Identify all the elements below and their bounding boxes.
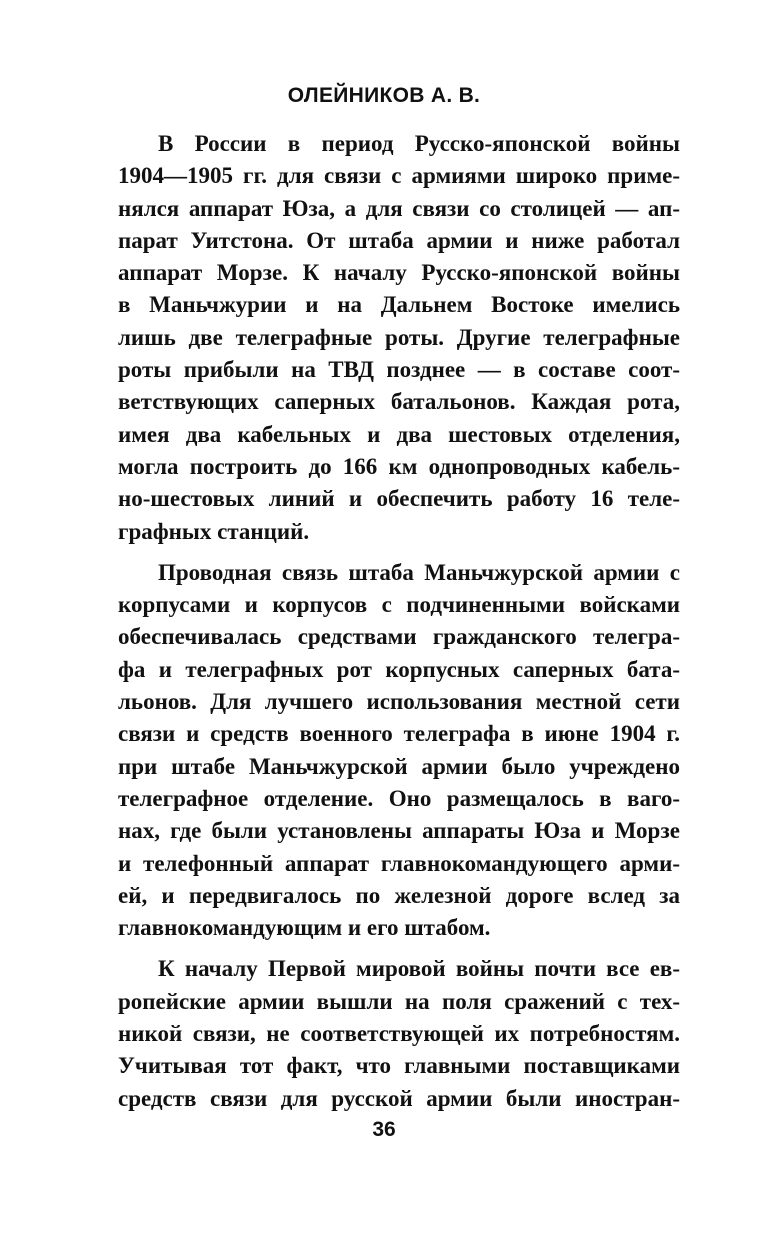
text-line: парат Уитстона. От штаба армии и ниже работал [118,227,680,253]
text-line: но-шестовых линий и обеспечить работу 16 теле- [118,486,680,512]
paragraph-3 [118,953,680,1114]
text-line: Учитывая тот факт, что главными поставщиками [118,1053,680,1079]
text-line: В России в период Русско-японской войны [158,131,680,156]
text-line: льонов. Для лучшего использования местной сети [118,689,680,715]
text-line: корпусами и корпусов с подчиненными войсками [118,592,680,618]
paragraph-1 [118,128,680,548]
paragraph-2 [118,557,680,945]
text-line: фа и телеграфных рот корпусных саперных бата- [118,656,680,682]
text-line: при штабе Маньчжурской армии было учреждено [118,753,680,779]
text-line: ропейские армии вышли на поля сражений с тех- [118,988,680,1014]
text-line: обеспечивалась средствами гражданского телегра- [118,624,680,650]
text-line: никой связи, не соответствующей их потребностям. [118,1021,680,1047]
text-line: К началу Первой мировой войны почти все ев- [158,956,680,982]
body-text [118,128,680,1115]
text-line: нялся аппарат Юза, а для связи со столицей — ап- [118,195,680,221]
text-line: могла построить до 166 км однопроводных кабель- [118,453,680,479]
text-line: имея два кабельных и два шестовых отделения, [118,421,680,447]
text-line: средств связи для русской армии были иностран- [118,1085,680,1111]
running-header-author: ОЛЕЙНИКОВ А. В. [287,84,481,107]
text-line: нах, где были установлены аппараты Юза и Морзе [118,818,680,844]
text-line: главнокомандующим и его штабом. [118,915,491,941]
text-line: и телефонный аппарат главнокомандующего арми- [118,850,680,876]
text-line: ветствующих саперных батальонов. Каждая рота, [118,389,680,415]
text-line: Проводная связь штаба Маньчжурской армии с [158,559,680,585]
text-line: 1904—1905 гг. для связи с армиями широко приме- [118,163,680,189]
text-line: телеграфное отделение. Оно размещалось в ваго- [118,785,680,811]
text-line: ей, и передвигалось по железной дороге вслед за [118,882,680,908]
text-line: связи и средств военного телеграфа в июне 1904 г. [118,721,680,747]
text-line: графных станций. [118,518,310,544]
text-line: роты прибыли на ТВД позднее — в составе соот- [118,357,680,383]
text-line: аппарат Морзе. К началу Русско-японской войны [118,260,680,286]
page-number: 36 [372,1118,396,1141]
text-line: в Маньчжурии и на Дальнем Востоке имелись [118,292,680,318]
text-line: лишь две телеграфные роты. Другие телеграфные [118,324,680,350]
